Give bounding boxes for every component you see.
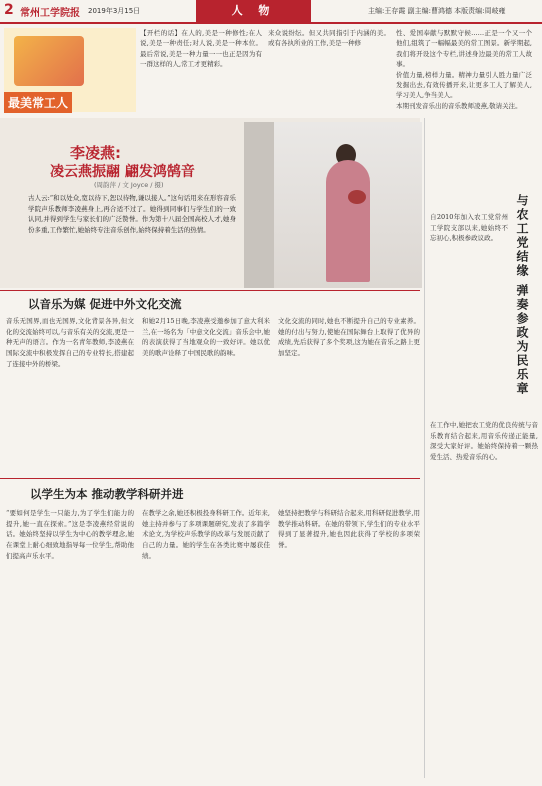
section-tab: 人 物 (196, 0, 311, 22)
section-heading-2 (30, 486, 184, 502)
byline: (周韵萍 / 文 Joyce / 摄) (94, 181, 164, 189)
sidebar-vertical-title: 与农工党结缘 弹奏参政为民乐章 (515, 194, 529, 397)
section2-col1: “要如何是学生一只能力,为了学生们能力的提升,她一直在探索。”这是李凌燕经常说的话。她始终坚持以学生为中心的教学理念,她在课堂上耐心细致地指导每一位学生,帮助他们提高声乐水平。 (6, 509, 134, 560)
column-intro (140, 28, 540, 114)
curtain-shape (244, 122, 274, 288)
section2-col3: 她坚持把教学与科研结合起来,用科研促进教学,用教学推动科研。在她的带领下,学生们的专业水平得到了显著提升,她也因此获得了学校的多项荣誉。 (278, 509, 420, 550)
page-header (0, 0, 542, 24)
feature-title-line1: 李凌燕: (70, 144, 121, 162)
lead-paragraph: 古人云:“和以处众,宽以待下,恕以待物,谦以接人。”这句话用来在形容音乐学院声乐教师李凌燕身上,再合适不过了。她得到同事们与学生们的一致认同,并得到学生与家长们的广泛赞誉。作为第十八届全国高校人才,她身份多重,工作繁忙,她始终专注音乐创作,始终保持着生活的热情。 (28, 194, 236, 235)
intro-col-3-c: 本期刊发音乐出的音乐教师凌燕,敬请关注。 (396, 101, 522, 110)
intro-col-1: 【开栏的话】在人的,美是一种修性;在人说,美是一种责任;对人说,美是一种本位。最后常说,美是一种力量一一也正是因为有一群这样的人,常工才更精彩。 (140, 29, 262, 69)
newspaper-name: 常州工学院报 (20, 8, 80, 19)
intro-col-3-b: 价值力量,榜样力量。精神力量引人胜力量广泛发掘出去,有效传播开来,让更多工人了解美人,学习美人,争当美人。 (396, 70, 532, 100)
intro-col-3-a: 性、爱国奉献与默默守候……正是一个又一个他们,组筑了一幅幅最美的常工图景。新学期起,我们将开设这个专栏,讲述身边最美的常工人故事。 (396, 29, 532, 69)
section-heading-2-text: 以学生为本 推动教学科研并进 (30, 487, 184, 501)
section2-col2: 在教学之余,她还积极投身科研工作。近年来,她主持并参与了多项课题研究,发表了多篇学术论文,为学校声乐教学的改革与发展贡献了自己的力量。她的学生在各类比赛中屡获佳绩。 (142, 509, 270, 560)
feature-title-line2: 凌云燕振翮 翩发鸿鹄音 (50, 164, 195, 180)
section-heading-1-text: 以音乐为媒 促进中外文化交流 (28, 297, 182, 311)
sidebar-col-1: 自2010年加入农工党常州工学院支部以来,她始终不忘初心,积极参政议政。 (430, 213, 508, 243)
intro-col-2: 来众说纷纭。但又共同指引于内涵的美。或有各执所业的工作,美是一种修 (268, 29, 390, 48)
divider (0, 478, 420, 479)
page-number: 2 (4, 2, 14, 18)
banner-graphic-icon (14, 36, 84, 86)
sidebar-col-2: 在工作中,她把农工党的优良传统与音乐教育结合起来,用音乐传递正能量,深受大家好评。她始终保持着一颗热爱生活、热爱音乐的心。 (430, 421, 538, 462)
column-divider (424, 118, 425, 778)
section1-col2: 和她2月15日晚,李凌燕受邀参加了意大利米兰,在一场名为「中意文化交流」音乐会中,她的表演获得了当地观众的一致好评。她以优美的歌声诠释了中国民歌的韵味。 (142, 317, 270, 358)
portrait-photo (244, 122, 422, 288)
editors-credit: 主编:王存霞 副主编:曹鸿德 本版责编:周岐雍 (368, 7, 506, 15)
divider (0, 290, 420, 291)
figure-dress-shape (326, 160, 370, 282)
intro-col-3 (396, 28, 532, 111)
issue-date: 2019年3月15日 (88, 7, 141, 15)
flower-bouquet-icon (348, 190, 366, 204)
banner-title: 最美常工人 (4, 92, 72, 113)
section-heading-1 (28, 296, 182, 312)
section1-col1: 音乐无国界,而也无国界,文化背景各异,但文化的交流始终可以,与音乐有关的交流,更是一种无声的语言。作为一名青年教师,李凌燕在国际交流中积极发挥自己的专业特长,搭建起了连接中外的桥梁。 (6, 317, 134, 368)
section1-col3: 文化交流的同时,她也不断提升自己的专业素养。她的付出与努力,使她在国际舞台上取得了优异的成绩,先后获得了多个奖项,这为她在音乐之路上更加坚定。 (278, 317, 420, 358)
